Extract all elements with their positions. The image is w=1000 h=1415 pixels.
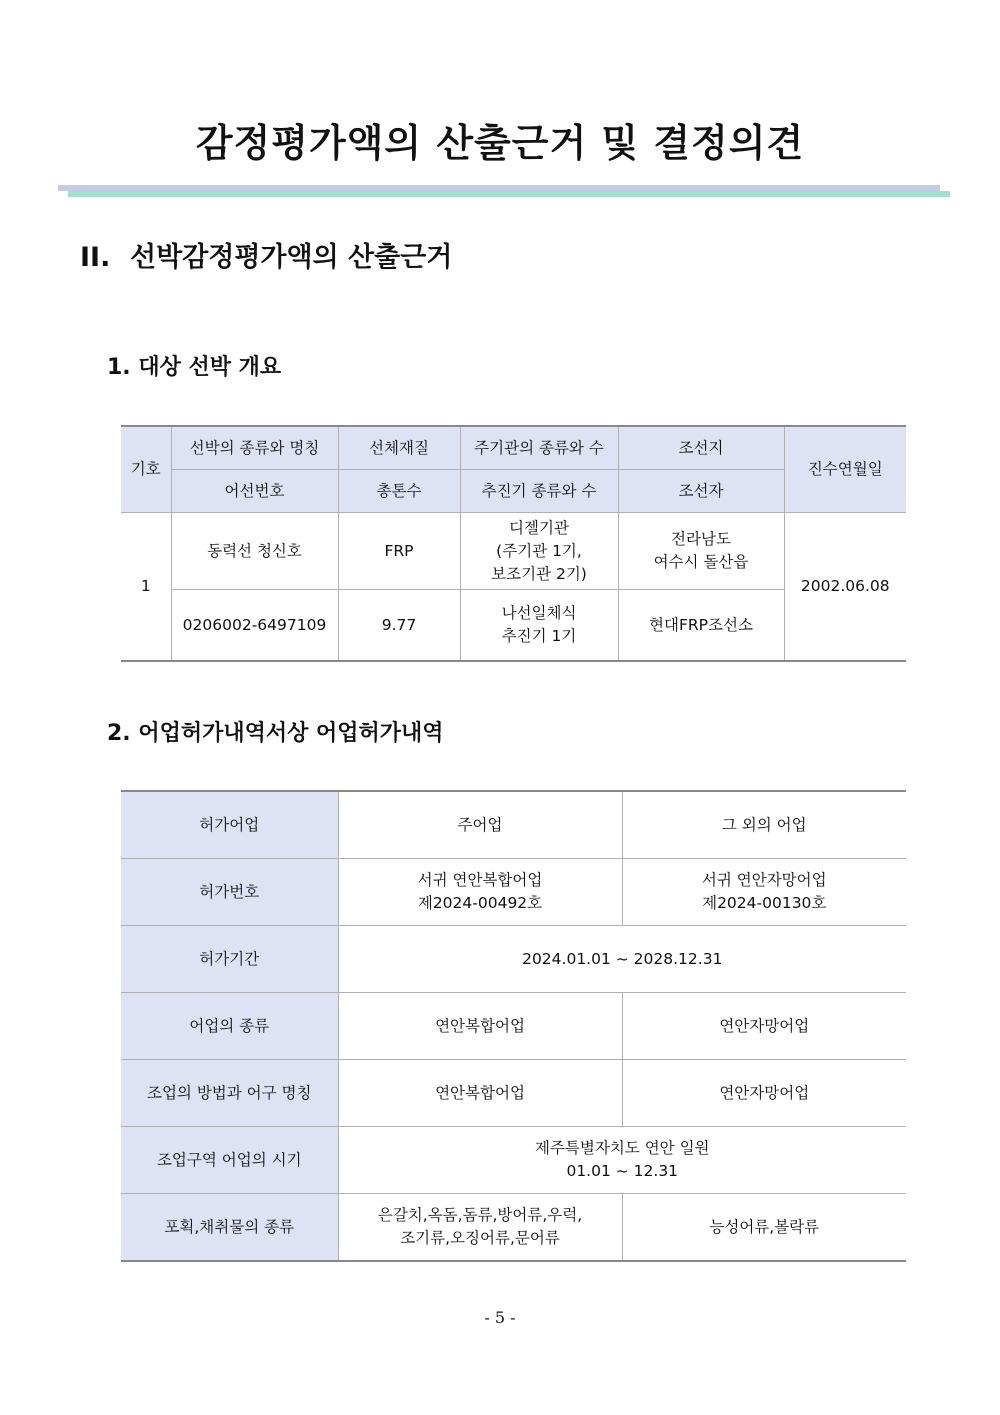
section-heading: [80, 235, 452, 274]
license-row: [121, 1194, 906, 1262]
subsection-heading-fishing-license: 2. 어업허가내역서상 어업허가내역: [107, 721, 444, 746]
header-gross-tonnage: 총톤수: [338, 470, 460, 513]
license-row-label: 조업구역 어업의 시기: [121, 1127, 338, 1194]
cell-propeller: 나선일체식 추진기 1기: [460, 590, 618, 662]
header-vessel-type-name: 선박의 종류와 명칭: [171, 426, 338, 470]
section-number: II.: [80, 242, 111, 273]
cell-vessel-number: 0206002-6497109: [171, 590, 338, 662]
license-row: [121, 993, 906, 1060]
page-title: 감정평가액의 산출근거 및 결정의견: [195, 121, 805, 165]
license-row-label: 허가기간: [121, 926, 338, 993]
license-cell-b: 서귀 연안자망어업 제2024-00130호: [622, 859, 906, 926]
header-launch-date: 진수연월일: [784, 426, 906, 513]
license-row-label: 조업의 방법과 어구 명칭: [121, 1060, 338, 1127]
license-cell-a: 서귀 연안복합어업 제2024-00492호: [338, 859, 622, 926]
license-row-label: 포획,채취물의 종류: [121, 1194, 338, 1262]
license-row-label: 허가어업: [121, 791, 338, 859]
license-cell-a: 은갈치,옥돔,돔류,방어류,우럭, 조기류,오징어류,문어류: [338, 1194, 622, 1262]
cell-hull-material: FRP: [338, 513, 460, 590]
header-symbol: 기호: [121, 426, 171, 513]
license-cell-span: 제주특별자치도 연안 일원 01.01 ~ 12.31: [338, 1127, 906, 1194]
license-cell-a: 연안복합어업: [338, 1060, 622, 1127]
license-cell-b: 그 외의 어업: [622, 791, 906, 859]
section-title: 선박감정평가액의 산출근거: [130, 242, 453, 273]
license-row: [121, 1060, 906, 1127]
cell-main-engine: 디젤기관 (주기관 1기, 보조기관 2기): [460, 513, 618, 590]
header-hull-material: 선체재질: [338, 426, 460, 470]
license-cell-a: 연안복합어업: [338, 993, 622, 1060]
header-builder: 조선자: [618, 470, 784, 513]
license-cell-b: 능성어류,볼락류: [622, 1194, 906, 1262]
license-row: [121, 926, 906, 993]
subsection-heading-vessel-overview: 1. 대상 선박 개요: [107, 355, 282, 380]
vessel-overview-table: [121, 425, 906, 662]
page-number: - 5 -: [484, 1308, 516, 1327]
row-symbol: 1: [121, 513, 171, 662]
license-cell-a: 주어업: [338, 791, 622, 859]
license-row: [121, 1127, 906, 1194]
cell-vessel-name: 동력선 청신호: [171, 513, 338, 590]
title-divider-bottom: [68, 191, 950, 197]
license-row: [121, 791, 906, 859]
license-row: [121, 859, 906, 926]
header-build-place: 조선지: [618, 426, 784, 470]
fishing-license-table: [121, 790, 906, 1262]
license-cell-span: 2024.01.01 ~ 2028.12.31: [338, 926, 906, 993]
header-propeller: 추진기 종류와 수: [460, 470, 618, 513]
license-row-label: 어업의 종류: [121, 993, 338, 1060]
header-vessel-number: 어선번호: [171, 470, 338, 513]
cell-build-place: 전라남도 여수시 돌산읍: [618, 513, 784, 590]
cell-builder: 현대FRP조선소: [618, 590, 784, 662]
header-main-engine: 주기관의 종류와 수: [460, 426, 618, 470]
license-row-label: 허가번호: [121, 859, 338, 926]
license-cell-b: 연안자망어업: [622, 993, 906, 1060]
license-cell-b: 연안자망어업: [622, 1060, 906, 1127]
cell-gross-tonnage: 9.77: [338, 590, 460, 662]
cell-launch-date: 2002.06.08: [784, 513, 906, 662]
